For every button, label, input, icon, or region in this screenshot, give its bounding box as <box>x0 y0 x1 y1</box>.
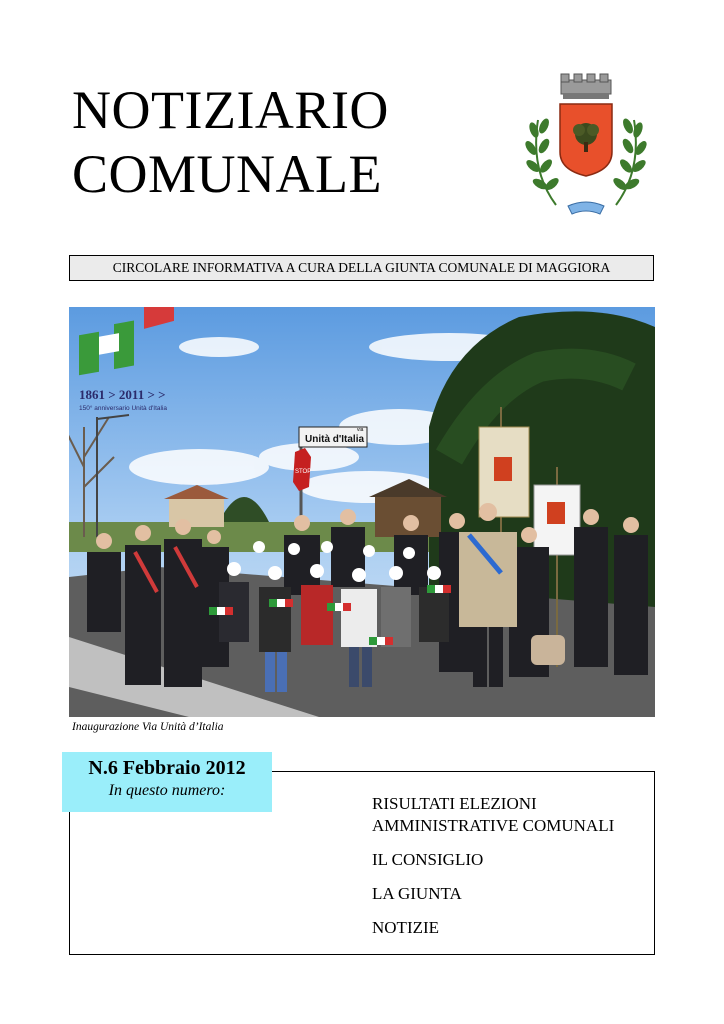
toc-item[interactable]: NOTIZIE <box>372 918 440 937</box>
newsletter-title <box>72 78 389 206</box>
subtitle-banner: CIRCOLARE INFORMATIVA A CURA DELLA GIUNTA COMUNALE DI MAGGIORA <box>69 255 654 281</box>
anniversary-text: 150° anniversario Unità d'Italia <box>79 405 168 412</box>
crown-icon <box>561 74 611 99</box>
coat-of-arms-icon <box>516 70 656 220</box>
toc-item[interactable]: IL CONSIGLIO <box>372 850 484 869</box>
issue-number-date: N.6 Febbraio 2012 <box>88 757 246 779</box>
in-this-issue-label: In questo numero: <box>108 782 226 799</box>
stop-sign-text: STOP <box>295 469 312 475</box>
toc-item[interactable]: RISULTATI ELEZIONI <box>372 794 537 813</box>
title-line-2: COMUNALE <box>72 144 382 204</box>
cover-photo <box>69 307 655 717</box>
anniversary-years: 1861 > 2011 > > <box>79 387 166 402</box>
table-of-contents <box>372 793 614 939</box>
toc-item[interactable]: AMMINISTRATIVE COMUNALI <box>372 816 615 835</box>
issue-info-box <box>62 752 272 812</box>
title-line-1: NOTIZIARIO <box>72 80 389 140</box>
photo-caption: Inaugurazione Via Unità d’Italia <box>72 721 224 733</box>
street-sign-prefix: via <box>357 427 364 433</box>
street-sign-text: Unità d'Italia <box>305 434 365 445</box>
toc-item[interactable]: LA GIUNTA <box>372 884 462 903</box>
